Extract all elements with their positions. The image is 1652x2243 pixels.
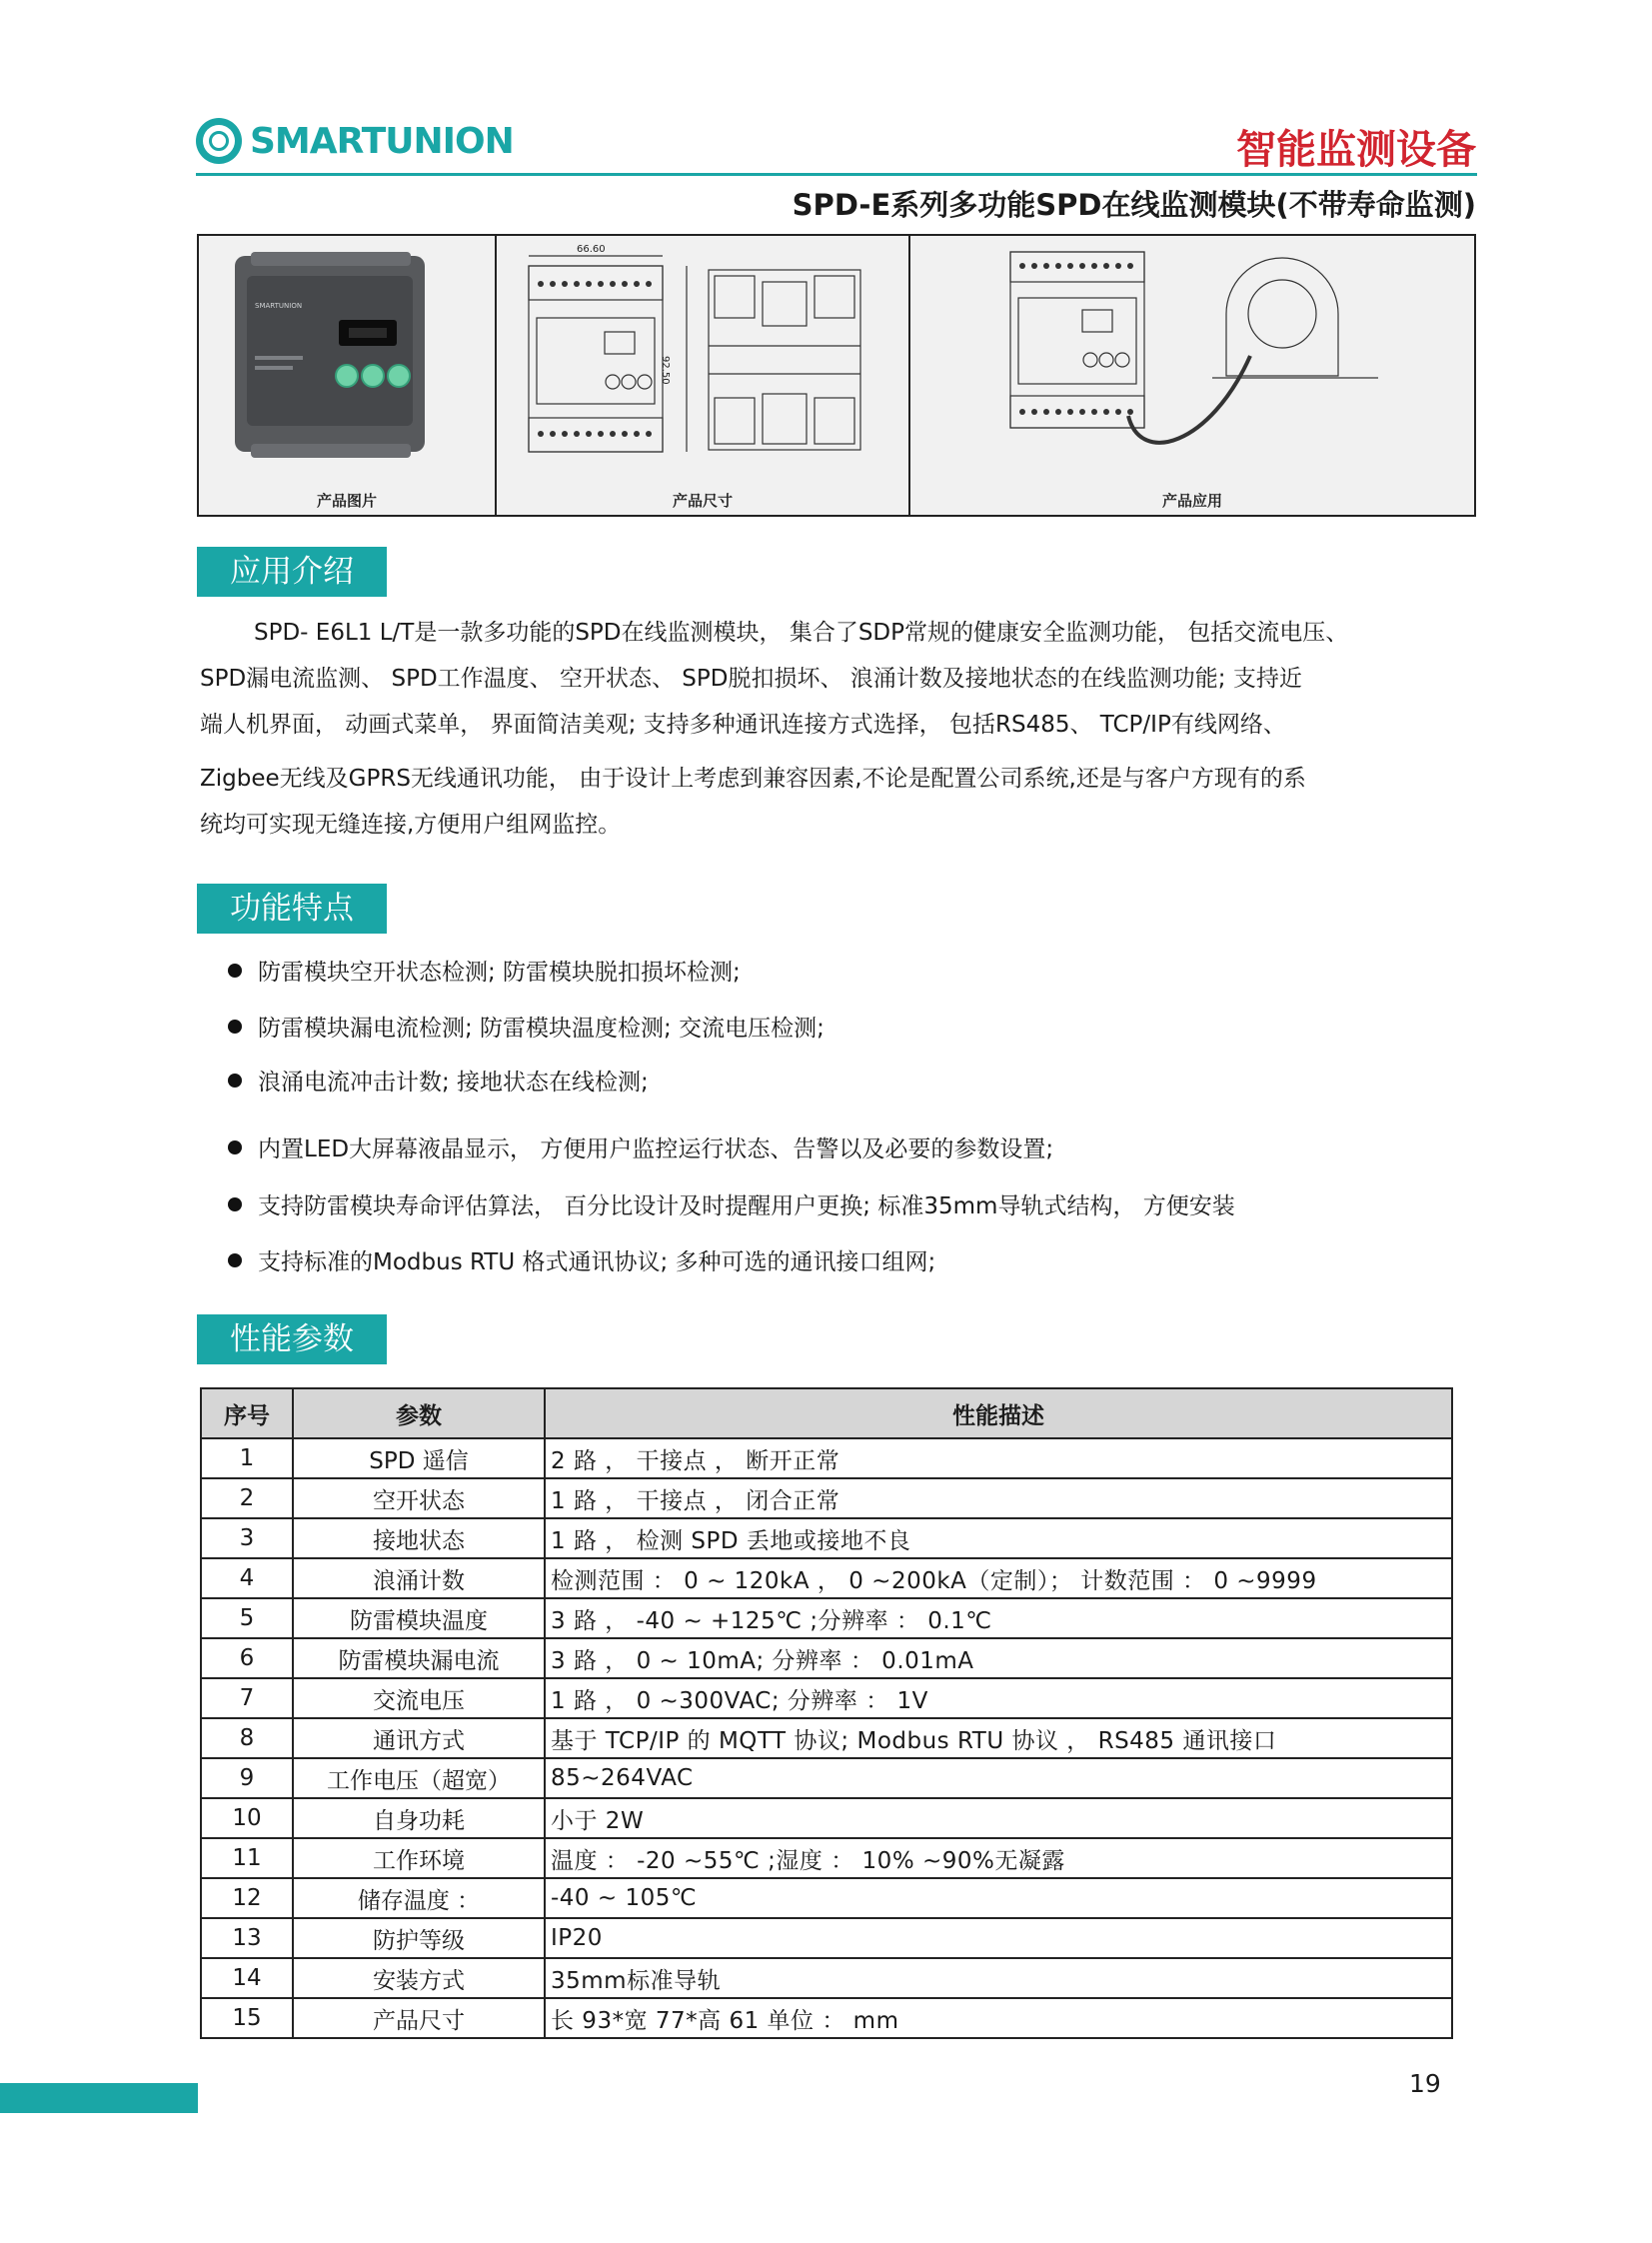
bullet-icon	[228, 1020, 242, 1034]
bullet-icon	[228, 1253, 242, 1267]
col-header-param: 参数	[293, 1388, 545, 1438]
row-param: 安装方式	[293, 1958, 545, 1998]
bullet-icon	[228, 1074, 242, 1088]
row-desc: IP20	[545, 1918, 1452, 1958]
intro-line: 统均可实现无缝连接,方便用户组网监控。	[200, 812, 622, 838]
spec-table-body	[201, 1438, 1452, 2038]
dimension-panel	[497, 236, 910, 515]
row-param: 空开状态	[293, 1478, 545, 1518]
row-desc: 2 路 ， 干接点 ， 断开正常	[545, 1438, 1452, 1478]
row-index: 3	[201, 1518, 293, 1558]
row-param: 工作电压（超宽）	[293, 1758, 545, 1798]
row-desc: 3 路 ， 0 ~ 10mA; 分辨率 ： 0.01mA	[545, 1638, 1452, 1678]
row-desc: 3 路 ， -40 ~ +125℃ ;分辨率 ： 0.1℃	[545, 1598, 1452, 1638]
table-row	[201, 1678, 1452, 1718]
row-param: 交流电压	[293, 1678, 545, 1718]
feature-item: 防雷模块空开状态检测; 防雷模块脱扣损坏检测;	[228, 954, 1447, 987]
table-row	[201, 1958, 1452, 1998]
dimension-caption: 产品尺寸	[672, 492, 733, 510]
row-param: 产品尺寸	[293, 1998, 545, 2038]
row-desc: 小于 2W	[545, 1798, 1452, 1838]
table-row	[201, 1918, 1452, 1958]
product-title: SPD-E系列多功能SPD在线监测模块(不带寿命监测)	[792, 188, 1476, 222]
table-row	[201, 1878, 1452, 1918]
row-index: 5	[201, 1598, 293, 1638]
table-row	[201, 1998, 1452, 2038]
application-drawing	[910, 236, 1474, 486]
row-index: 9	[201, 1758, 293, 1798]
intro-line: SPD漏电流监测、 SPD工作温度、 空开状态、 SPD脱扣损坏、 浪涌计数及接地状态的在线监测功能; 支持近	[200, 666, 1302, 692]
col-header-index: 序号	[201, 1388, 293, 1438]
row-index: 7	[201, 1678, 293, 1718]
row-param: SPD 遥信	[293, 1438, 545, 1478]
intro-line: Zigbee无线及GPRS无线通讯功能， 由于设计上考虑到兼容因素,不论是配置公司系统,还是与客户方现有的系	[200, 766, 1306, 792]
device-label: SMARTUNION	[255, 302, 303, 310]
table-row	[201, 1518, 1452, 1558]
intro-paragraph	[200, 610, 1474, 848]
dimension-width-label: 66.60	[577, 244, 606, 255]
table-row	[201, 1438, 1452, 1478]
row-desc: 长 93*宽 77*高 61 单位 ： mm	[545, 1998, 1452, 2038]
row-index: 8	[201, 1718, 293, 1758]
page-number: 19	[1409, 2069, 1441, 2098]
spec-table	[200, 1387, 1453, 2039]
row-param: 工作环境	[293, 1838, 545, 1878]
row-desc: 85~264VAC	[545, 1758, 1452, 1798]
intro-line: SPD- E6L1 L/T是一款多功能的SPD在线监测模块， 集合了SDP常规的健康安全监测功能， 包括交流电压、	[254, 620, 1349, 646]
table-row	[201, 1718, 1452, 1758]
product-photo	[199, 236, 495, 486]
col-header-desc: 性能描述	[545, 1388, 1452, 1438]
row-index: 6	[201, 1638, 293, 1678]
row-index: 11	[201, 1838, 293, 1878]
row-desc: 温度 ： -20 ~55℃ ;湿度 ： 10% ~90%无凝露	[545, 1838, 1452, 1878]
table-row	[201, 1478, 1452, 1518]
brand-name: SMARTUNION	[250, 120, 514, 162]
row-index: 12	[201, 1878, 293, 1918]
bullet-icon	[228, 964, 242, 978]
product-photo-panel	[199, 236, 497, 515]
brand-logo	[196, 118, 514, 164]
table-row	[201, 1838, 1452, 1878]
feature-item: 浪涌电流冲击计数; 接地状态在线检测;	[228, 1064, 1447, 1097]
spec-header-row	[201, 1388, 1452, 1438]
application-panel	[910, 236, 1474, 515]
row-index: 13	[201, 1918, 293, 1958]
application-caption: 产品应用	[1161, 492, 1222, 510]
category-title: 智能监测设备	[1236, 127, 1476, 173]
row-desc: 1 路 ， 0 ~300VAC; 分辨率 ： 1V	[545, 1678, 1452, 1718]
row-param: 浪涌计数	[293, 1558, 545, 1598]
intro-heading: 应用介绍	[197, 547, 387, 597]
photo-caption: 产品图片	[316, 492, 377, 510]
specs-heading: 性能参数	[197, 1314, 387, 1364]
product-figure-strip	[197, 234, 1476, 517]
row-param: 通讯方式	[293, 1718, 545, 1758]
row-desc: 1 路 ， 干接点 ， 闭合正常	[545, 1478, 1452, 1518]
row-param: 防雷模块温度	[293, 1598, 545, 1638]
row-param: 防护等级	[293, 1918, 545, 1958]
row-param: 接地状态	[293, 1518, 545, 1558]
feature-item: 支持标准的Modbus RTU 格式通讯协议; 多种可选的通讯接口组网;	[228, 1243, 1447, 1276]
table-row	[201, 1758, 1452, 1798]
bullet-icon	[228, 1197, 242, 1211]
table-row	[201, 1638, 1452, 1678]
table-row	[201, 1598, 1452, 1638]
table-row	[201, 1798, 1452, 1838]
row-desc: 1 路 ， 检测 SPD 丢地或接地不良	[545, 1518, 1452, 1558]
row-param: 储存温度 ：	[293, 1878, 545, 1918]
intro-line: 端人机界面， 动画式菜单， 界面简洁美观; 支持多种通讯连接方式选择， 包括RS485、 TCP/IP有线网络、	[200, 712, 1286, 738]
dimension-height-label: 92.50	[660, 356, 671, 385]
row-desc: 基于 TCP/IP 的 MQTT 协议; Modbus RTU 协议 ， RS485 通讯接口	[545, 1718, 1452, 1758]
header-divider	[196, 173, 1477, 176]
row-index: 14	[201, 1958, 293, 1998]
footer-accent-bar	[0, 2083, 198, 2113]
dimension-drawing	[497, 236, 908, 486]
row-index: 2	[201, 1478, 293, 1518]
table-row	[201, 1558, 1452, 1598]
features-heading: 功能特点	[197, 884, 387, 934]
row-desc: 35mm标准导轨	[545, 1958, 1452, 1998]
feature-item: 内置LED大屏幕液晶显示， 方便用户监控运行状态、告警以及必要的参数设置;	[228, 1130, 1447, 1163]
row-desc: -40 ~ 105℃	[545, 1878, 1452, 1918]
feature-item: 防雷模块漏电流检测; 防雷模块温度检测; 交流电压检测;	[228, 1010, 1447, 1043]
row-index: 10	[201, 1798, 293, 1838]
feature-item: 支持防雷模块寿命评估算法， 百分比设计及时提醒用户更换; 标准35mm导轨式结构， 方便安装	[228, 1187, 1447, 1220]
row-index: 1	[201, 1438, 293, 1478]
row-param: 防雷模块漏电流	[293, 1638, 545, 1678]
row-index: 4	[201, 1558, 293, 1598]
bullet-icon	[228, 1140, 242, 1154]
row-index: 15	[201, 1998, 293, 2038]
row-desc: 检测范围 ： 0 ~ 120kA ， 0 ~200kA（定制）； 计数范围 ： 0 ~9999	[545, 1558, 1452, 1598]
smartunion-logo-icon	[196, 118, 242, 164]
row-param: 自身功耗	[293, 1798, 545, 1838]
